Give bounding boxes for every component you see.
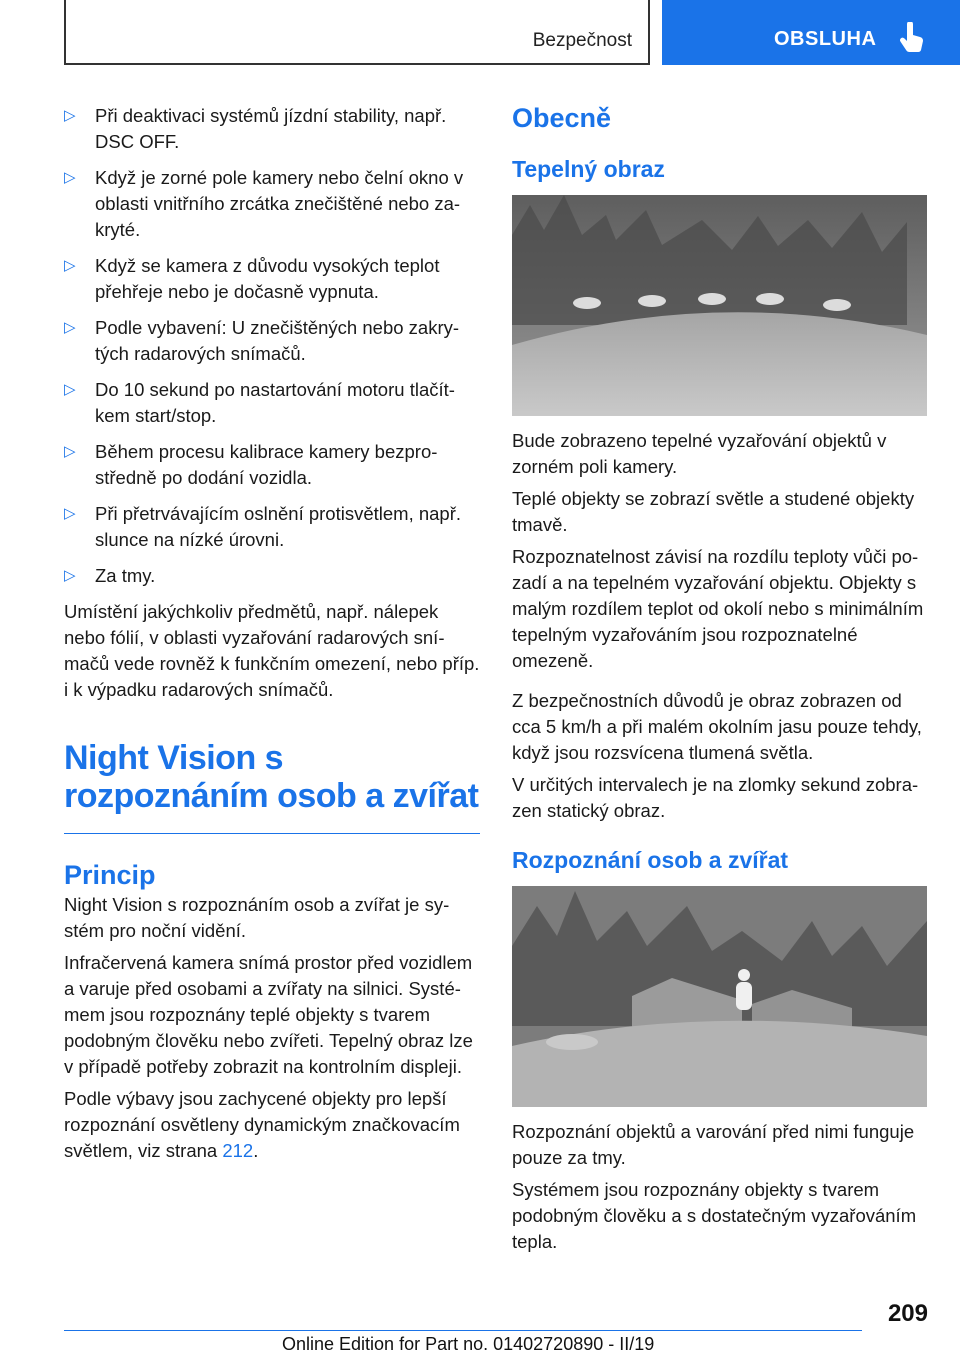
header-section-title: Bezpečnost bbox=[532, 30, 632, 51]
triangle-bullet-icon: ▷ bbox=[64, 257, 76, 274]
header-chapter-tab[interactable] bbox=[662, 0, 960, 65]
triangle-bullet-icon: ▷ bbox=[64, 505, 76, 522]
right-column bbox=[512, 103, 932, 1261]
bullet-list bbox=[64, 103, 482, 589]
list-item: ▷ Během procesu kalibrace kamery bezprostředně po dodání vozidla. bbox=[64, 441, 438, 488]
subsection-heading: Rozpoznání osob a zvířat bbox=[512, 847, 789, 873]
footer-edition: Online Edition for Part no. 01402720890 - II/19 bbox=[282, 1334, 655, 1354]
page-reference-link[interactable]: 212 bbox=[222, 1140, 254, 1161]
footer-divider bbox=[64, 1330, 862, 1331]
left-column bbox=[64, 103, 482, 1170]
list-item: ▷ Při přetrvávajícím oslnění protisvětlem, např. slunce na nízké úrovni. bbox=[64, 503, 462, 550]
triangle-bullet-icon: ▷ bbox=[64, 443, 76, 460]
chapter-tab-label: OBSLUHA bbox=[774, 28, 877, 50]
body-paragraph: Systémem jsou rozpoznány objekty s tvarem podobným člověku a s dostatečným vyzařováním tepla. bbox=[512, 1179, 917, 1252]
body-paragraph: V určitých intervalech je na zlomky sekund zobrazen statický obraz. bbox=[512, 774, 919, 821]
body-paragraph: Infračervená kamera snímá prostor před vozidlem a varuje před osobami a zvířaty na silnici. Systémem jsou rozpoznány teplé objekty s tvarem podobným člověku nebo zvířeti. Tepelný obraz lze v případě potřeby zobrazit na kontrolním displeji. bbox=[64, 952, 473, 1077]
body-paragraph: Rozpoznatelnost závisí na rozdílu teploty vůči pozadí a na tepelném vyzařování objektu. Objekty s malým rozdílem teplot od okolí nebo s minimálním tepelným vyzařováním jsou rozpoznatelné omezeně. bbox=[512, 546, 924, 671]
triangle-bullet-icon: ▷ bbox=[64, 319, 76, 336]
triangle-bullet-icon: ▷ bbox=[64, 169, 76, 186]
triangle-bullet-icon: ▷ bbox=[64, 381, 76, 398]
section-heading: Obecně bbox=[512, 103, 612, 133]
page-number: 209 bbox=[887, 1300, 928, 1327]
list-item: ▷ Podle vybavení: U znečištěných nebo zakrytých radarových snímačů. bbox=[64, 317, 460, 364]
subsection-heading: Princip bbox=[64, 860, 156, 890]
list-item: ▷ Při deaktivaci systémů jízdní stability, např. DSC OFF. bbox=[64, 105, 447, 152]
body-paragraph: Night Vision s rozpoznáním osob a zvířat je systém pro noční vidění. bbox=[64, 894, 450, 941]
triangle-bullet-icon: ▷ bbox=[64, 107, 76, 124]
body-paragraph: Podle výbavy jsou zachycené objekty pro lepší rozpoznání osvětleny dynamickým značkovacím světlem, viz strana 212. bbox=[64, 1088, 460, 1161]
subsection-heading: Tepelný obraz bbox=[512, 156, 665, 182]
body-paragraph: Z bezpečnostních důvodů je obraz zobrazen od cca 5 km/h a při malém okolním jasu pouze tehdy, když jsou rozsvícena tlumená světla. bbox=[512, 690, 922, 763]
thermal-image-pedestrian bbox=[512, 886, 927, 1107]
heading-divider bbox=[64, 833, 480, 834]
section-heading: Night Vision s rozpoznáním osob a zvířat bbox=[64, 739, 479, 815]
triangle-bullet-icon: ▷ bbox=[64, 567, 76, 584]
header-section-box bbox=[64, 0, 650, 65]
body-paragraph: Bude zobrazeno tepelné vyzařování objektů v zorném poli kamery. bbox=[512, 430, 887, 477]
list-item: ▷ Do 10 sekund po nastartování motoru tlačítkem start/stop. bbox=[64, 379, 455, 426]
body-paragraph: Teplé objekty se zobrazí světle a studené objekty tmavě. bbox=[512, 488, 915, 535]
thermal-image-animals bbox=[512, 195, 927, 416]
hand-pointer-icon bbox=[898, 22, 926, 54]
list-item: ▷ Když se kamera z důvodu vysokých teplot přehřeje nebo je dočasně vypnuta. bbox=[64, 255, 440, 302]
list-item: ▷ Za tmy. bbox=[64, 563, 482, 589]
list-item: ▷ Když je zorné pole kamery nebo čelní okno v oblasti vnitřního zrcátka znečištěné nebo zakryté. bbox=[64, 167, 464, 240]
body-paragraph: Umístění jakýchkoliv předmětů, např. nálepek nebo fólií, v oblasti vyzařování radarových snímačů vede rovněž k funkčním omezení, nebo příp. i k výpadku radarových snímačů. bbox=[64, 601, 480, 700]
body-paragraph: Rozpoznání objektů a varování před nimi funguje pouze za tmy. bbox=[512, 1121, 915, 1168]
